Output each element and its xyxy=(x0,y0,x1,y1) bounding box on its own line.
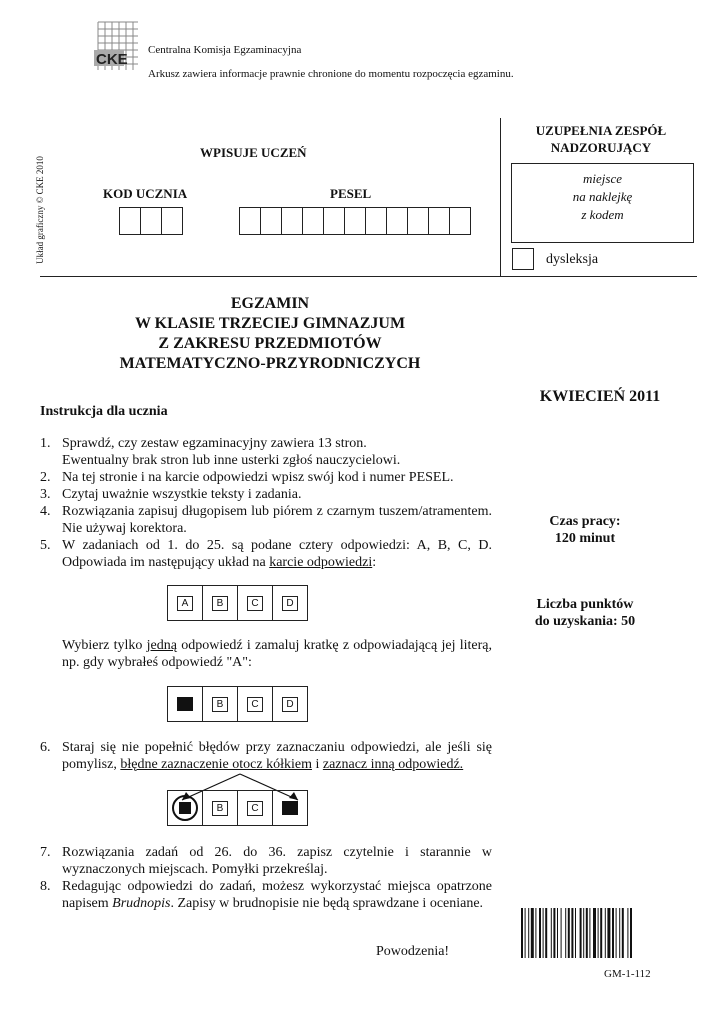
item-number: 7. xyxy=(40,845,51,860)
barcode-bar xyxy=(593,908,596,958)
barcode-bar xyxy=(525,908,526,958)
answer-card-text: karcie odpowiedzi xyxy=(269,555,373,570)
pesel-label: PESEL xyxy=(330,186,372,201)
circle-wrong-text: błędne zaznaczenie otocz kółkiem xyxy=(120,757,312,772)
instruction-item xyxy=(40,537,492,571)
student-code-boxes[interactable] xyxy=(120,207,183,235)
item-number: 1. xyxy=(40,436,51,451)
pesel-box[interactable] xyxy=(365,207,387,235)
item-text: W zadaniach od 1. do 25. są podane cztery odpowiedzi: A, B, C, D. Odpowiada im następujący układ na xyxy=(62,538,492,570)
item-number: 8. xyxy=(40,879,51,894)
pesel-box[interactable] xyxy=(239,207,261,235)
answer-example-marked xyxy=(167,686,308,722)
answer-label: D xyxy=(282,596,298,611)
barcode-bar xyxy=(586,908,588,958)
barcode-bar xyxy=(589,908,590,958)
instructions-7-8 xyxy=(40,844,492,912)
item-text: i xyxy=(311,757,323,772)
barcode-bar xyxy=(528,908,529,958)
mark-other-text: zaznacz inną odpowiedź. xyxy=(322,757,464,772)
barcode-bar xyxy=(531,908,534,958)
exam-title-line: MATEMATYCZNO-PRZYRODNICZYCH xyxy=(119,355,421,372)
pesel-box[interactable] xyxy=(386,207,408,235)
answer-cell xyxy=(168,687,203,721)
item-number: 3. xyxy=(40,487,51,502)
barcode-bar xyxy=(622,908,624,958)
exam-code: GM-1-112 xyxy=(604,968,651,980)
item-text: Redagując odpowiedzi do zadań, możesz wykorzystać miejsca opatrzone napisem xyxy=(62,879,492,911)
barcode-bar xyxy=(545,908,547,958)
pesel-box[interactable] xyxy=(323,207,345,235)
answer-cell xyxy=(238,687,273,721)
barcode-bar xyxy=(521,908,523,958)
max-points-line: do uzyskania: 50 xyxy=(534,614,636,629)
good-luck: Powodzenia! xyxy=(376,944,450,959)
exam-title xyxy=(40,294,500,374)
exam-title-line: Z ZAKRESU PRZEDMIOTÓW xyxy=(158,335,382,352)
barcode-bar xyxy=(616,908,617,958)
barcode-bar xyxy=(612,908,614,958)
item-text: Na tej stronie i na karcie odpowiedzi wpisz swój kod i numer PESEL. xyxy=(62,470,454,485)
answer-label: B xyxy=(212,596,228,611)
instruction-item xyxy=(40,844,492,878)
sticker-text: miejsce xyxy=(583,171,622,186)
sticker-area xyxy=(511,163,694,243)
sticker-text: na naklejkę xyxy=(572,189,633,204)
filled-mark xyxy=(282,801,298,815)
instruction-item xyxy=(40,739,492,773)
answer-label: C xyxy=(247,801,263,816)
confidentiality-notice: Arkusz zawiera informacje prawnie chronione do momentu rozpoczęcia egzaminu. xyxy=(148,68,514,80)
barcode-bar xyxy=(543,908,544,958)
filled-mark xyxy=(177,697,193,711)
brudnopis-text: Brudnopis xyxy=(112,896,171,911)
exam-date: KWIECIEŃ 2011 xyxy=(539,388,661,405)
barcode-bar xyxy=(600,908,602,958)
pesel-box[interactable] xyxy=(407,207,429,235)
filled-mark xyxy=(179,802,191,814)
answer-cell xyxy=(238,586,273,620)
instruction-6 xyxy=(40,739,492,773)
barcode-bar xyxy=(539,908,541,958)
barcode-bar xyxy=(583,908,584,958)
barcode-bar xyxy=(551,908,552,958)
pesel-box[interactable] xyxy=(428,207,450,235)
barcode-bar xyxy=(630,908,632,958)
item-number: 4. xyxy=(40,504,51,519)
code-box[interactable] xyxy=(161,207,183,235)
answer-cell xyxy=(238,791,273,825)
answer-cell xyxy=(203,687,238,721)
barcode-bar xyxy=(627,908,628,958)
cke-logo xyxy=(92,20,140,72)
answer-cell xyxy=(273,586,307,620)
barcode-bar xyxy=(535,908,536,958)
answer-example-corrected xyxy=(167,790,308,826)
item-text: Rozwiązania zapisuj długopisem lub piórem z czarnym tuszem/atramentem. Nie używaj korektora. xyxy=(62,504,492,536)
team-heading-line: UZUPEŁNIA ZESPÓŁ xyxy=(535,123,667,138)
item-text: Wybierz tylko xyxy=(62,638,147,653)
barcode-bar xyxy=(619,908,620,958)
answer-cell xyxy=(273,687,307,721)
pesel-boxes[interactable] xyxy=(240,207,471,235)
instruction-item xyxy=(40,878,492,912)
answer-cell xyxy=(203,586,238,620)
pesel-box[interactable] xyxy=(260,207,282,235)
barcode-bar xyxy=(561,908,562,958)
instruction-item xyxy=(40,435,492,469)
item-text: Ewentualny brak stron lub inne usterki zgłoś nauczycielowi. xyxy=(62,453,401,468)
instructions-heading: Instrukcja dla ucznia xyxy=(40,404,168,419)
item-number: 2. xyxy=(40,470,51,485)
answer-example-empty xyxy=(167,585,308,621)
instructions-1-5 xyxy=(40,435,492,571)
exam-title-line: EGZAMIN xyxy=(230,295,310,312)
barcode-bar xyxy=(568,908,570,958)
barcode-bar xyxy=(575,908,576,958)
barcode-bar xyxy=(557,908,558,958)
answer-label: B xyxy=(212,801,228,816)
exam-time xyxy=(510,513,660,547)
pesel-box[interactable] xyxy=(344,207,366,235)
barcode-bar xyxy=(565,908,566,958)
item-text: Rozwiązania zadań od 26. do 36. zapisz czytelnie i starannie w wyznaczonych miejscach. Pomyłki przekreślaj. xyxy=(62,845,492,877)
vertical-divider xyxy=(500,118,501,276)
instruction-item xyxy=(40,503,492,537)
team-heading-line: NADZORUJĄCY xyxy=(550,140,652,155)
pesel-box[interactable] xyxy=(281,207,303,235)
barcode-bar xyxy=(607,908,610,958)
barcode-bar xyxy=(553,908,555,958)
barcode-bar xyxy=(580,908,582,958)
logo-text: CKE xyxy=(96,51,128,68)
item-number: 5. xyxy=(40,538,51,553)
item-number: 6. xyxy=(40,740,51,755)
code-box[interactable] xyxy=(140,207,162,235)
layout-copyright: Układ graficzny © CKE 2010 xyxy=(35,156,45,264)
barcode xyxy=(521,908,679,958)
one-text: jedną xyxy=(146,638,177,653)
team-heading xyxy=(505,122,697,156)
choose-one-paragraph xyxy=(62,637,492,671)
exam-title-line: W KLASIE TRZECIEJ GIMNAZJUM xyxy=(134,315,406,332)
item-text: Sprawdź, czy zestaw egzaminacyjny zawiera 13 stron. xyxy=(62,436,367,451)
student-heading: WPISUJE UCZEŃ xyxy=(200,145,307,160)
horizontal-divider xyxy=(40,276,697,277)
item-text: . Zapisy w brudnopisie nie będą sprawdzane i oceniane. xyxy=(170,896,484,911)
answer-cell xyxy=(168,791,203,825)
item-text: : xyxy=(372,555,377,570)
barcode-bar xyxy=(598,908,599,958)
item-text: odpowiedź i zamaluj kratkę z odpowiadającą jej literą, np. gdy wybrałeś odpowiedź "A": xyxy=(62,638,492,670)
answer-cell xyxy=(168,586,203,620)
student-code-label: KOD UCZNIA xyxy=(103,186,188,201)
exam-time-line: Czas pracy: xyxy=(549,514,621,529)
max-points-line: Liczba punktów xyxy=(536,597,634,612)
circled-mark xyxy=(172,795,198,821)
barcode-bar xyxy=(605,908,606,958)
exam-time-line: 120 minut xyxy=(554,531,616,546)
code-box[interactable] xyxy=(119,207,141,235)
answer-label: C xyxy=(247,697,263,712)
pesel-box[interactable] xyxy=(302,207,324,235)
answer-label: D xyxy=(282,697,298,712)
answer-label: B xyxy=(212,697,228,712)
org-name: Centralna Komisja Egzaminacyjna xyxy=(148,44,302,56)
item-text: Staraj się nie popełnić błędów przy zaznaczaniu odpowiedzi, ale jeśli się pomylisz, xyxy=(62,740,492,772)
answer-label: C xyxy=(247,596,263,611)
instruction-item xyxy=(40,469,492,486)
item-text: Czytaj uważnie wszystkie teksty i zadania. xyxy=(62,487,302,502)
sticker-text: z kodem xyxy=(581,207,624,222)
pesel-box[interactable] xyxy=(449,207,471,235)
dyslexia-checkbox[interactable] xyxy=(512,248,534,270)
max-points xyxy=(510,596,660,630)
dyslexia-label: dysleksja xyxy=(546,252,599,267)
barcode-bar xyxy=(571,908,573,958)
instruction-item xyxy=(40,486,492,503)
answer-label: A xyxy=(177,596,193,611)
answer-cell xyxy=(203,791,238,825)
answer-cell xyxy=(273,791,307,825)
